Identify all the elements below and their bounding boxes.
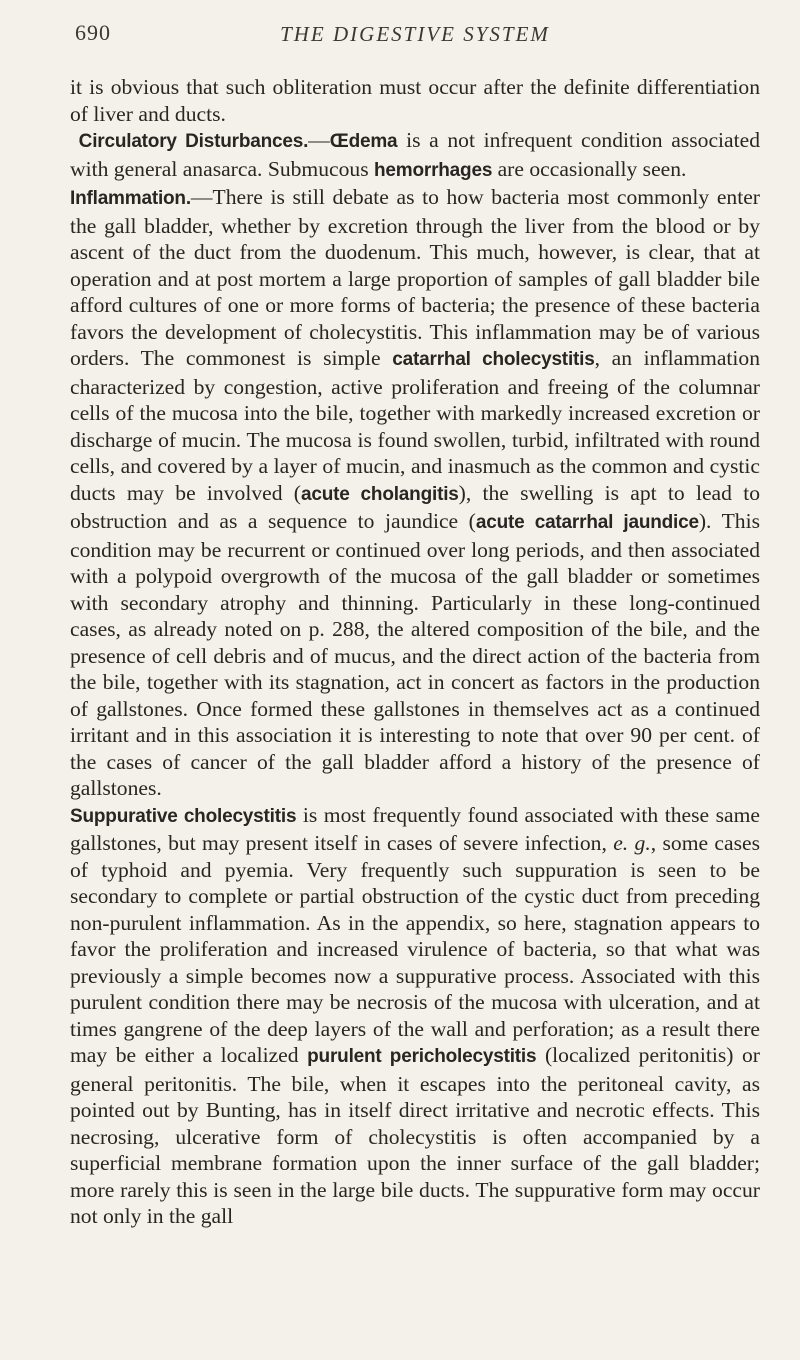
body-text xyxy=(70,74,760,1230)
page-number: 690 xyxy=(75,20,111,45)
term-acute-cholangitis: acute cholangitis xyxy=(300,483,459,505)
paragraph-text: , some cases of typhoid and pyemia. Very frequently such suppuration is seen to be secondary to complete or partial obstruction of the cystic duct from preceding non-purulent inflammation. As in the appendix, so here, stagnation appears to favor the proliferation and increased virulence of bacteria, so that what was previously a simple becomes now a suppurative process. Associated with this purulent condition there may be necrosis of the mucosa with ulceration, and at times gangrene of the deep layers of the wall and perforation; as a result there may be either a localized xyxy=(70,831,760,1067)
term-hemorrhages: hemorrhages xyxy=(374,159,493,181)
abbreviation-eg: e. g. xyxy=(613,831,651,855)
section-heading: Inflammation. xyxy=(70,188,191,209)
running-title: THE DIGESTIVE SYSTEM xyxy=(280,22,550,46)
paragraph-text: are occasionally seen. xyxy=(492,156,687,181)
term-catarrhal-cholecystitis: catarrhal cholecystitis xyxy=(392,349,595,370)
paragraph-text: is a not infrequent condition associated with general anasarca. Submucous xyxy=(70,128,760,181)
paragraph-text: , an inflammation characterized by congestion, active proliferation and freeing of the columnar cells of the mucosa into the bile, together with markedly increased excretion or discharge of mucin. The mucosa is found swollen, turbid, infiltrated with round cells, and covered by a layer of mucin, and inasmuch as the common and cystic ducts may be involved ( xyxy=(70,346,760,505)
section-heading: Suppurative cholecystitis xyxy=(70,805,297,827)
paragraph-text: ), the swelling is apt to lead to obstruction and as a sequence to jaundice ( xyxy=(70,480,760,533)
paragraph-suppurative-cholecystitis xyxy=(70,802,760,1230)
paragraph-text: (localized peritonitis) or general peritonitis. The bile, when it escapes into the peritoneal cavity, as pointed out by Bunting, has in itself direct irritative and necrotic effects. This necrosing, ulcerative form of cholecystitis is often accompanied by a superficial membrane formation upon the inner surface of the gall bladder; more rarely this is seen in the large bile ducts. The suppurative form may occur not only in the gall xyxy=(70,1043,760,1228)
paragraph-text: — xyxy=(308,128,330,152)
paragraph-text: ). This condition may be recurrent or continued over long periods, and then associated with a polypoid overgrowth of the mucosa of the gall bladder or sometimes with secondary atrophy and thinning. Particularly in these long-continued cases, as already noted on p. 288, the altered composition of the bile, and the presence of cell debris and of mucus, and the direct action of the bacteria from the bile, together with its stagnation, act in concert as factors in the production of gallstones. Once formed these gallstones in themselves act as a continued irritant and in this association it is interesting to note that over 90 per cent. of the cases of cancer of the gall bladder afford a history of the presence of gallstones. xyxy=(70,509,760,800)
term-purulent-pericholecystitis: purulent pericholecystitis xyxy=(307,1046,537,1067)
paragraph-text: is most frequently found associated with these same gallstones, but may present itself in cases of severe infection, xyxy=(70,802,760,855)
term-oedema: Œdema xyxy=(329,131,398,152)
paragraph-text: it is obvious that such obliteration must occur after the definite differentiation of liver and ducts. xyxy=(70,75,760,126)
paragraph-continuation xyxy=(70,74,760,127)
paragraph-circulatory-disturbances xyxy=(70,127,760,184)
term-acute-catarrhal-jaundice: acute catarrhal jaundice xyxy=(475,512,699,533)
section-heading: Circulatory Disturbances. xyxy=(78,131,309,152)
running-head xyxy=(70,20,760,54)
paragraph-inflammation xyxy=(70,184,760,802)
paragraph-text: —There is still debate as to how bacteria most commonly enter the gall bladder, whether by excretion through the liver from the blood or by ascent of the duct from the duodenum. This much, however, is clear, that at operation and at post mortem a large proportion of samples of gall bladder bile afford cultures of one or more forms of bacteria; the presence of these bacteria favors the development of cholecystitis. This inflammation may be of various orders. The commonest is simple xyxy=(70,185,760,370)
